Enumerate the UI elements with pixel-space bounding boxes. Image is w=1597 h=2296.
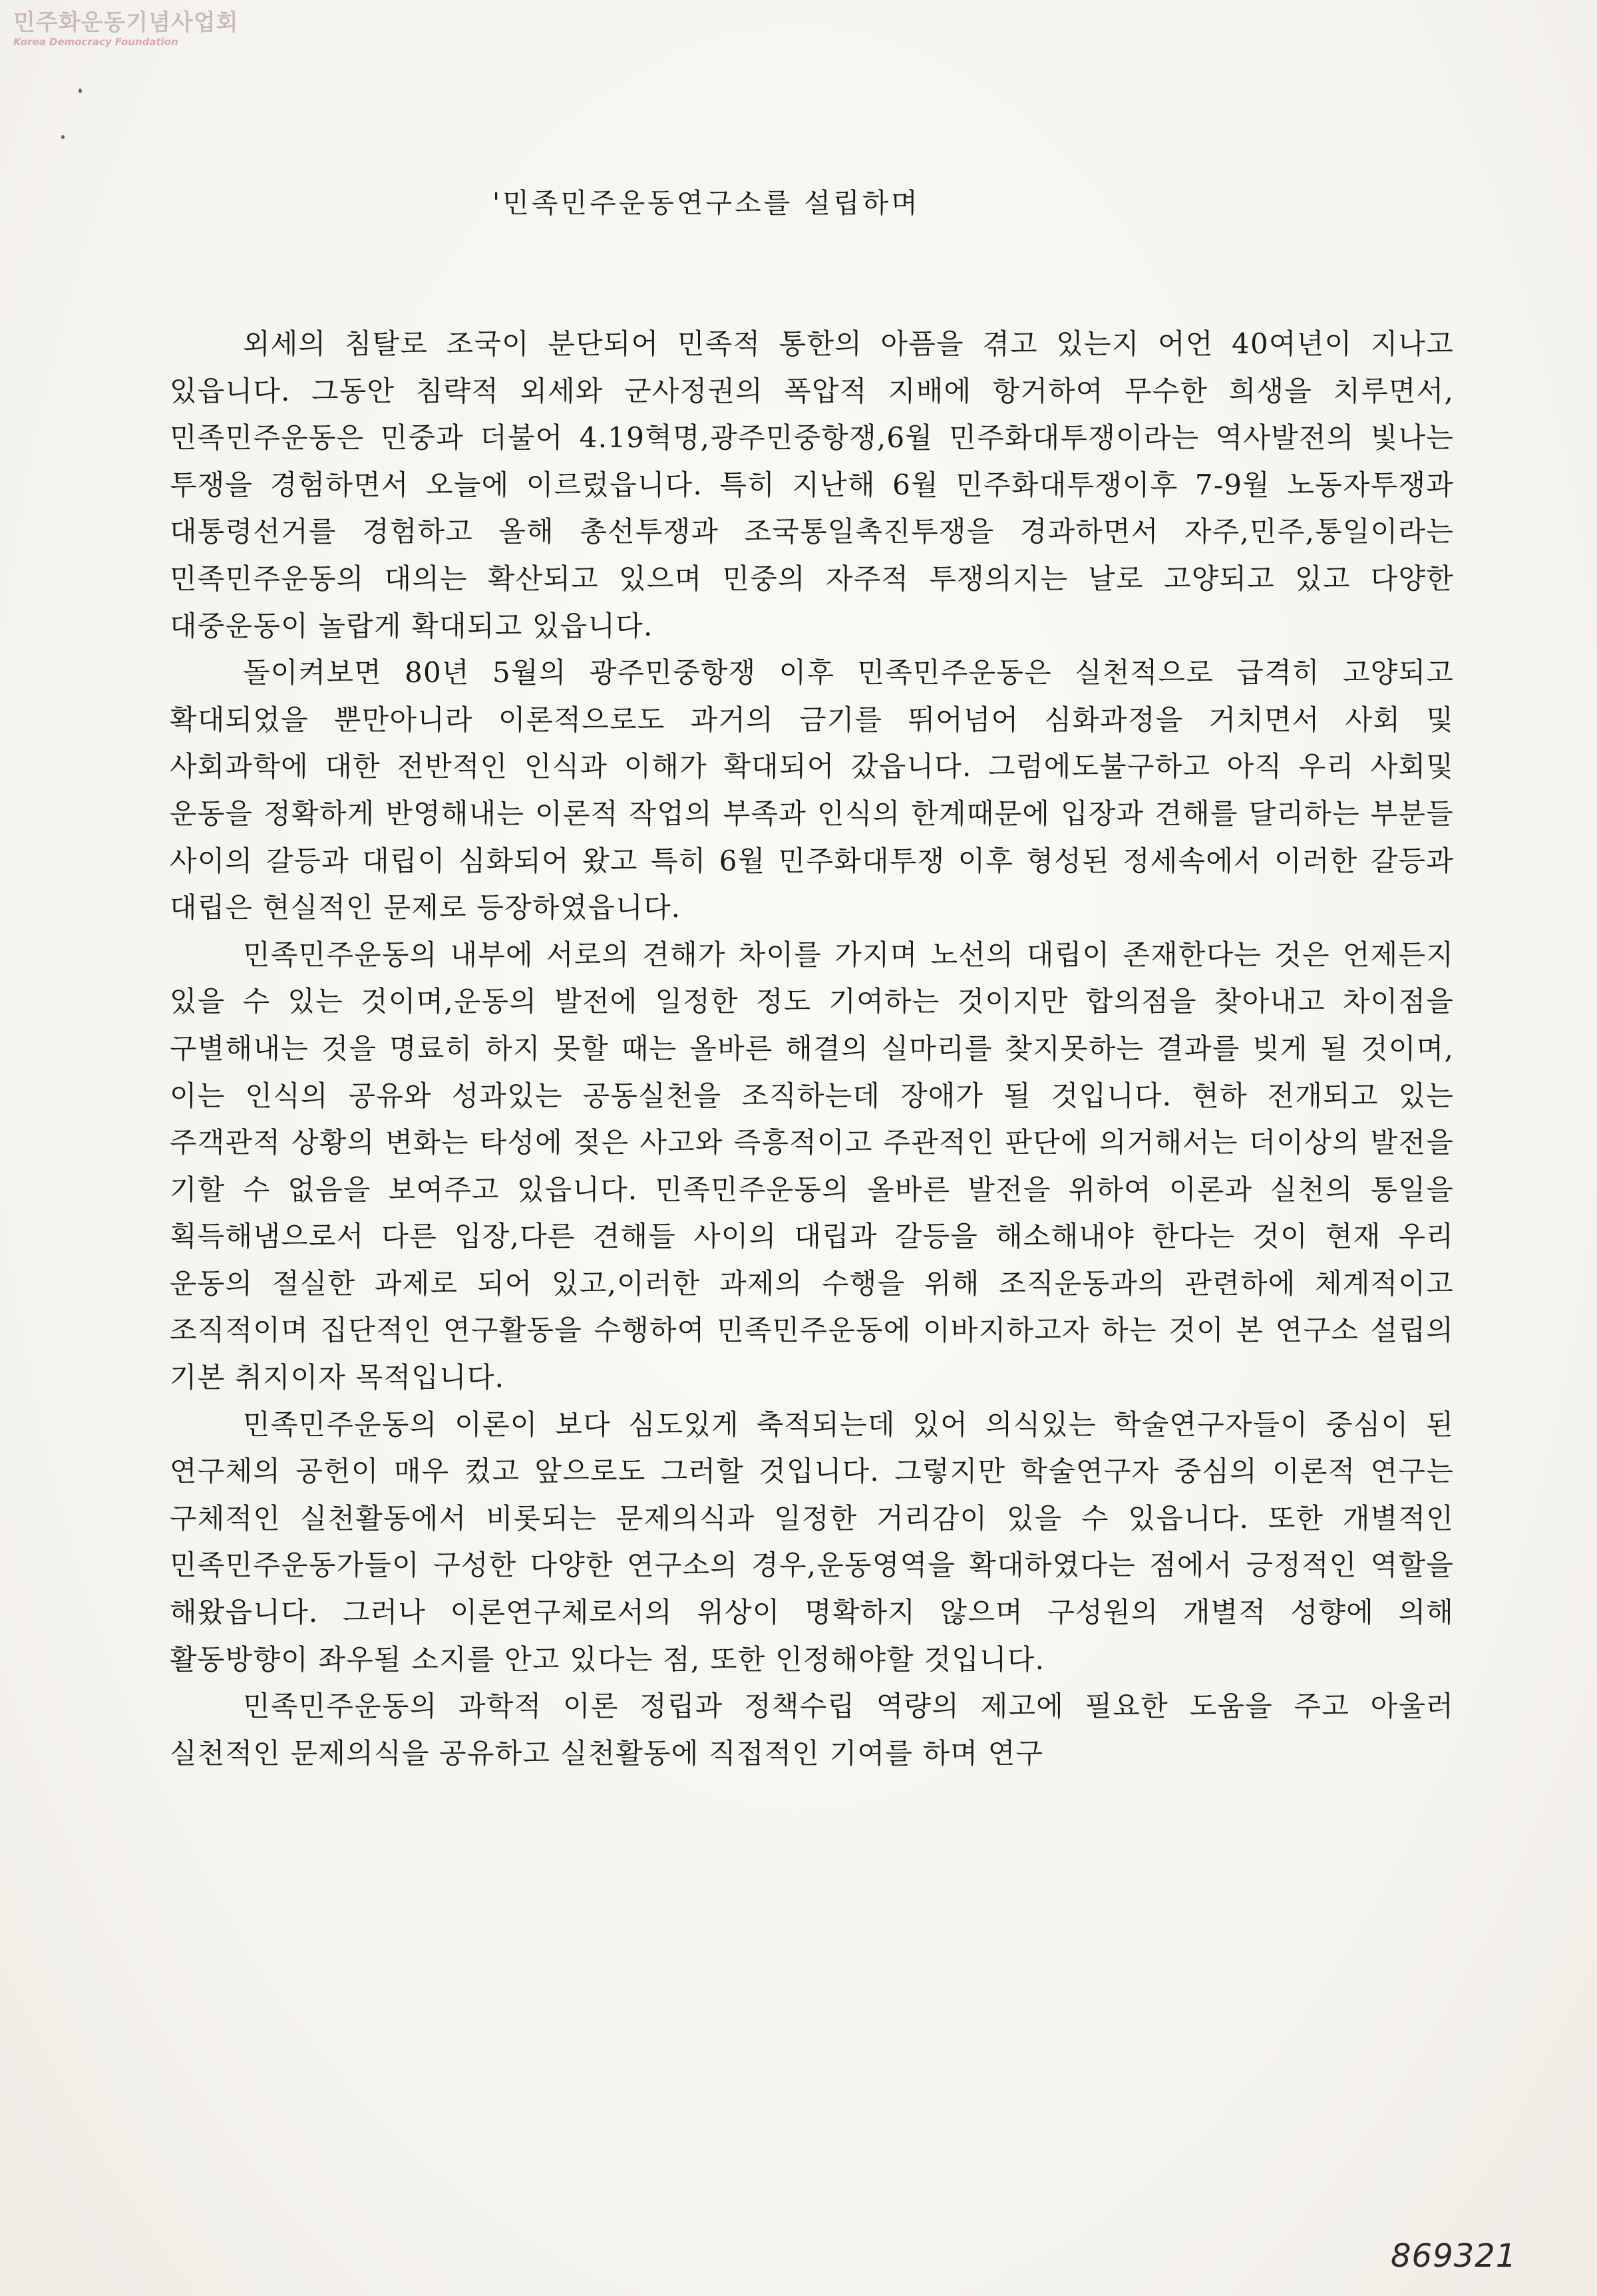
watermark-korean: 민주화운동기념사업회 (13, 9, 239, 36)
paragraph-5: 민족민주운동의 과학적 이론 정립과 정책수립 역량의 제고에 필요한 도움을 주고 아울러 실천적인 문제의식을 공유하고 실천활동에 직접적인 기여를 하며 연구 (170, 1690, 1454, 1770)
document-title: '민족민주운동연구소를 설립하며 (492, 187, 920, 219)
paragraph-1: 외세의 침탈로 조국이 분단되어 민족적 통한의 아픔을 겪고 있는지 어언 40여년이 지나고 있읍니다. 그동안 침략적 외세와 군사정권의 폭압적 지배에 항거하여 무수한 희생을 치루면서,민족민주운동은 민중과 더불어 4.19혁명,광주민중항쟁,6월 민주화대투쟁이라는 역사발전의 빛나는 투쟁을 경험하면서 오늘에 이르렀읍니다. 특히 지난해 6월 민주화대투쟁이후 7-9월 노동자투쟁과 대통령선거를 경험하고 올해 총선투쟁과 조국통일촉진투쟁을 경과하면서 자주,민주,통일이라는 민족민주운동의 대의는 확산되고 있으며 민중의 자주적 투쟁의지는 날로 고양되고 있고 다양한 대중운동이 놀랍게 확대되고 있읍니다. (170, 327, 1454, 642)
paragraph-2: 돌이켜보면 80년 5월의 광주민중항쟁 이후 민족민주운동은 실천적으로 급격히 고양되고 확대되었을 뿐만아니라 이론적으로도 과거의 금기를 뛰어넘어 심화과정을 거치면서 사회 및 사회과학에 대한 전반적인 인식과 이해가 확대되어 갔읍니다. 그럼에도불구하고 아직 우리 사회및 운동을 정확하게 반영해내는 이론적 작업의 부족과 인식의 한계때문에 입장과 견해를 달리하는 부분들 사이의 갈등과 대립이 심화되어 왔고 특히 6월 민주화대투쟁 이후 형성된 정세속에서 이러한 갈등과 대립은 현실적인 문제로 등장하였읍니다. (170, 656, 1454, 924)
watermark-english: Korea Democracy Foundation (13, 36, 178, 48)
archive-number: 869321 (1391, 2237, 1517, 2275)
paragraph-4: 민족민주운동의 이론이 보다 심도있게 축적되는데 있어 의식있는 학술연구자들이 중심이 된 연구체의 공헌이 매우 컸고 앞으로도 그러할 것입니다. 그렇지만 학술연구자 중심의 이론적 연구는 구체적인 실천활동에서 비롯되는 문제의식과 일정한 거리감이 있을 수 있읍니다. 또한 개별적인 민족민주운동가들이 구성한 다양한 연구소의 경우,운동영역을 확대하였다는 점에서 긍정적인 역할을 해왔읍니다. 그러나 이론연구체로서의 위상이 명확하지 않으며 구성원의 개별적 성향에 의해 활동방향이 좌우될 소지를 안고 있다는 점, 또한 인정해야할 것입니다. (170, 1408, 1454, 1676)
paragraph-3: 민족민주운동의 내부에 서로의 견해가 차이를 가지며 노선의 대립이 존재한다는 것은 언제든지 있을 수 있는 것이며,운동의 발전에 일정한 정도 기여하는 것이지만 합의점을 찾아내고 차이점을 구별해내는 것을 명료히 하지 못할 때는 올바른 해결의 실마리를 찾지못하는 결과를 빚게 될 것이며,이는 인식의 공유와 성과있는 공동실천을 조직하는데 장애가 될 것입니다. 현하 전개되고 있는 주객관적 상황의 변화는 타성에 젖은 사고와 즉흥적이고 주관적인 판단에 의거해서는 더이상의 발전을 기할 수 없음을 보여주고 있읍니다. 민족민주운동의 올바른 발전을 위하여 이론과 실천의 통일을 획득해냄으로서 다른 입장,다른 견해들 사이의 대립과 갈등을 해소해내야 한다는 것이 현재 우리 운동의 절실한 과제로 되어 있고,이러한 과제의 수행을 위해 조직운동과의 관련하에 체계적이고 조직적이며 집단적인 연구활동을 수행하여 민족민주운동에 이바지하고자 하는 것이 본 연구소 설립의 기본 취지이자 목적입니다. (170, 938, 1454, 1394)
archive-watermark (13, 9, 239, 48)
document-body (170, 321, 1454, 1777)
